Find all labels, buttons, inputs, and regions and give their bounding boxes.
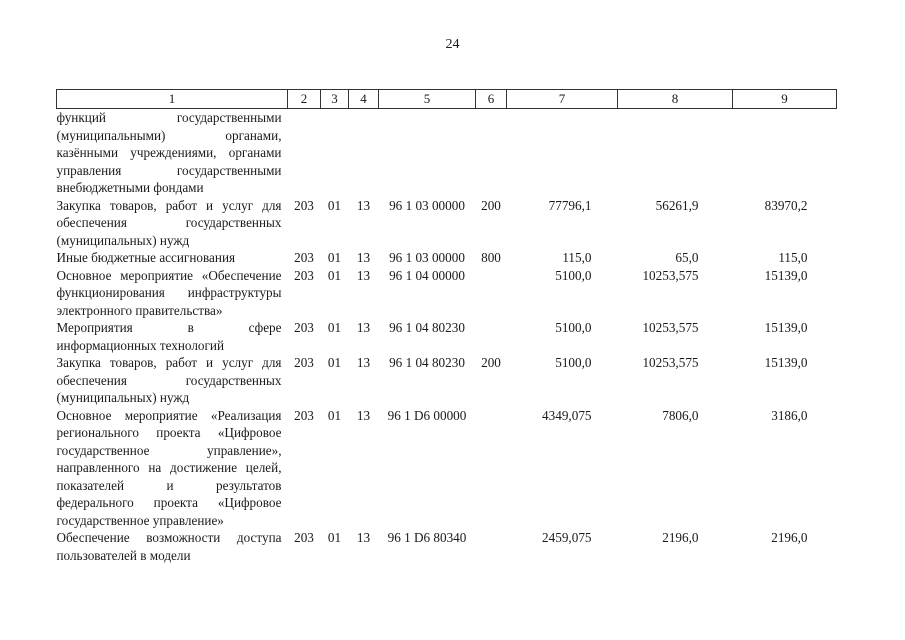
cell-section: 203 <box>294 320 314 335</box>
cell-target-article: 96 1 03 00000 <box>389 250 465 265</box>
cell-amount-year-1: 2459,075 <box>542 530 592 545</box>
table-row <box>57 407 837 530</box>
cell-target-article: 96 1 04 80230 <box>389 355 465 370</box>
header-col-6: 6 <box>476 90 507 109</box>
cell-target-article: 96 1 04 80230 <box>389 320 465 335</box>
cell-target-article: 96 1 04 00000 <box>389 267 465 283</box>
cell-subsection: 01 <box>327 197 342 213</box>
header-col-8: 8 <box>618 90 733 109</box>
cell-amount-year-3: 2196,0 <box>771 530 808 545</box>
cell-item: 13 <box>356 197 371 213</box>
cell-section: 203 <box>294 530 314 545</box>
cell-amount-year-3: 83970,2 <box>764 197 808 213</box>
header-col-1: 1 <box>57 90 288 109</box>
header-col-5: 5 <box>379 90 476 109</box>
table-row <box>57 354 837 407</box>
cell-amount-year-2: 2196,0 <box>662 530 699 545</box>
cell-target-article: 96 1 D6 80340 <box>387 530 467 545</box>
cell-subsection: 01 <box>327 267 342 283</box>
cell-name: Закупка товаров, работ и услуг для обеспечения государственных (муниципальных) нужд <box>56 355 282 405</box>
cell-target-article <box>379 109 476 197</box>
table-row <box>57 267 837 320</box>
cell-amount-year-2: 10253,575 <box>642 355 699 370</box>
cell-amount-year-1: 5100,0 <box>555 320 592 335</box>
cell-section: 203 <box>294 250 314 265</box>
cell-subsection <box>321 109 349 197</box>
budget-table <box>56 89 837 564</box>
cell-section: 203 <box>294 197 314 213</box>
table-body <box>57 109 837 565</box>
cell-amount-year-1: 115,0 <box>562 250 592 265</box>
cell-subsection: 01 <box>327 407 342 423</box>
header-col-7: 7 <box>507 90 618 109</box>
cell-target-article: 96 1 D6 00000 <box>387 407 467 423</box>
cell-expense-type <box>476 529 507 564</box>
cell-amount-year-3 <box>733 109 837 197</box>
table-row <box>57 249 837 267</box>
cell-section: 203 <box>294 267 314 283</box>
table-row <box>57 529 837 564</box>
cell-expense-type <box>476 319 507 354</box>
table-row <box>57 319 837 354</box>
header-col-2: 2 <box>288 90 321 109</box>
cell-amount-year-1: 77796,1 <box>548 197 592 213</box>
cell-amount-year-3: 15139,0 <box>764 320 808 335</box>
cell-amount-year-2: 7806,0 <box>662 407 699 423</box>
cell-subsection: 01 <box>327 355 342 370</box>
cell-expense-type <box>476 109 507 197</box>
cell-item: 13 <box>356 407 371 423</box>
cell-item <box>349 109 379 197</box>
cell-item: 13 <box>356 250 371 265</box>
cell-name: Основное мероприятие «Реализация регионального проекта «Цифровое государственное управление», направленного на достижение целей, показателей и результатов федерального проекта «Цифровое государственное управление» <box>56 407 282 528</box>
cell-item: 13 <box>356 355 371 370</box>
cell-amount-year-2: 65,0 <box>675 250 699 265</box>
cell-amount-year-2 <box>618 109 733 197</box>
cell-amount-year-2: 56261,9 <box>655 197 699 213</box>
cell-amount-year-1 <box>507 109 618 197</box>
cell-target-article: 96 1 03 00000 <box>389 197 465 213</box>
cell-subsection: 01 <box>327 530 342 545</box>
header-row <box>57 90 837 109</box>
cell-name: Иные бюджетные ассигнования <box>56 250 236 265</box>
cell-name: Закупка товаров, работ и услуг для обеспечения государственных (муниципальных) нужд <box>56 197 282 248</box>
header-col-4: 4 <box>349 90 379 109</box>
cell-section: 203 <box>294 355 314 370</box>
cell-amount-year-3: 15139,0 <box>764 355 808 370</box>
cell-name: Основное мероприятие «Обеспечение функционирования инфраструктуры электронного правительства» <box>56 267 282 318</box>
cell-expense-type <box>476 407 507 530</box>
cell-amount-year-2: 10253,575 <box>642 320 699 335</box>
cell-expense-type <box>476 267 507 320</box>
cell-amount-year-1: 5100,0 <box>555 355 592 370</box>
cell-amount-year-2: 10253,575 <box>642 267 699 283</box>
cell-amount-year-1: 4349,075 <box>542 407 592 423</box>
cell-amount-year-3: 3186,0 <box>771 407 808 423</box>
cell-amount-year-3: 15139,0 <box>764 267 808 283</box>
cell-name: функций государственными (муниципальными) органами, казёнными учреждениями, органами управления государственными внебюджетными фондами <box>56 110 282 195</box>
header-col-9: 9 <box>733 90 837 109</box>
cell-expense-type: 200 <box>481 355 501 370</box>
table-row <box>57 109 837 197</box>
cell-amount-year-3: 115,0 <box>778 250 808 265</box>
page-number: 24 <box>445 37 460 52</box>
cell-item: 13 <box>356 320 371 335</box>
cell-name: Мероприятия в сфере информационных технологий <box>56 320 282 353</box>
cell-section: 203 <box>294 407 314 423</box>
cell-item: 13 <box>356 267 371 283</box>
header-col-3: 3 <box>321 90 349 109</box>
cell-subsection: 01 <box>327 320 342 335</box>
table-header <box>57 90 837 109</box>
cell-section <box>288 109 321 197</box>
cell-expense-type: 200 <box>481 197 501 213</box>
cell-expense-type: 800 <box>481 250 501 265</box>
table-row <box>57 197 837 250</box>
cell-item: 13 <box>356 530 371 545</box>
cell-subsection: 01 <box>327 250 342 265</box>
cell-name: Обеспечение возможности доступа пользователей в модели <box>56 530 282 563</box>
cell-amount-year-1: 5100,0 <box>555 267 592 283</box>
